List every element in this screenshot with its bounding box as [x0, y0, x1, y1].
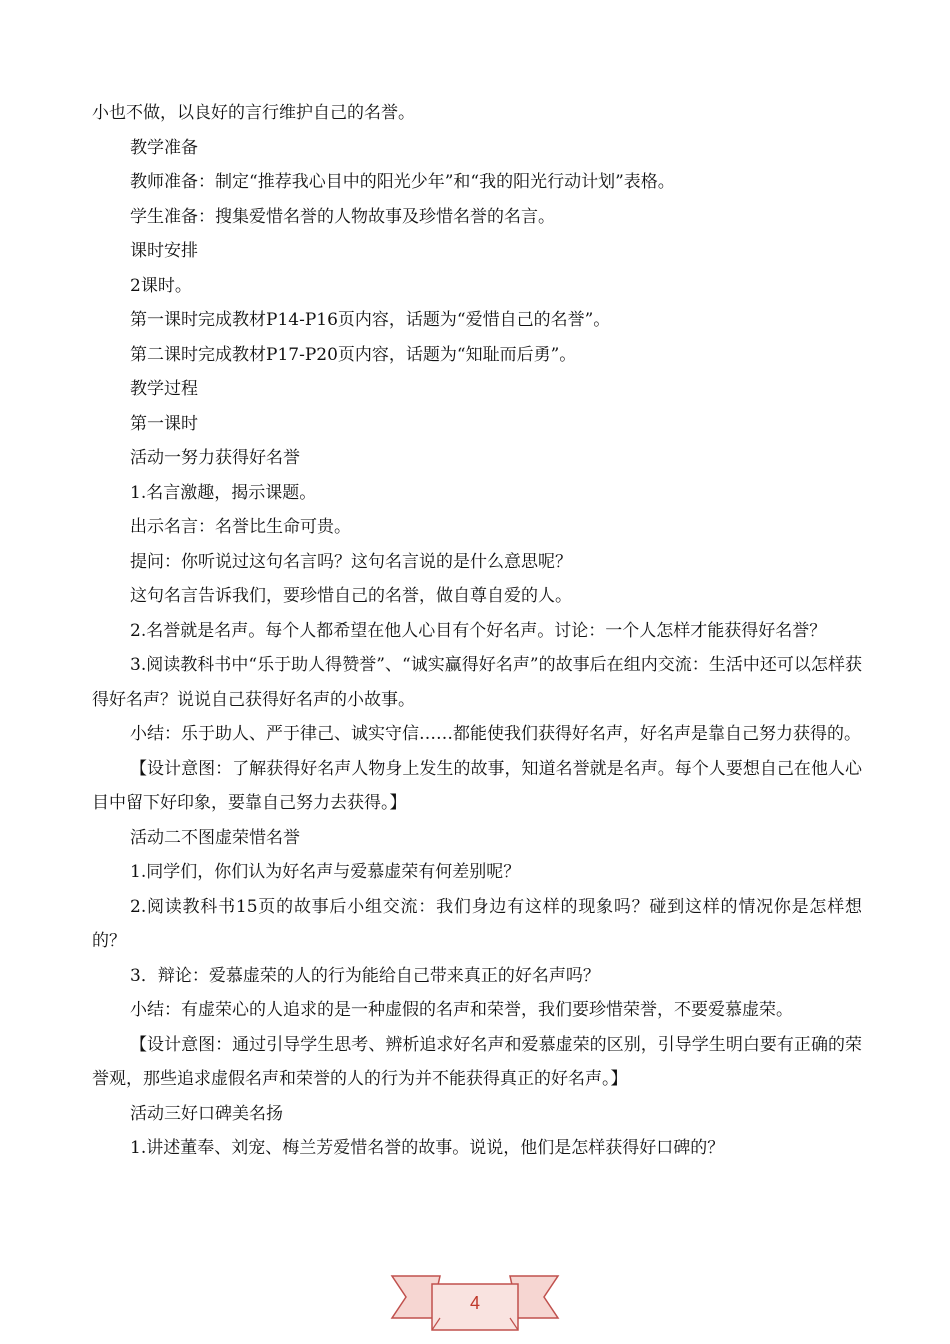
paragraph: 1.讲述董奉、刘宠、梅兰芳爱惜名誉的故事。说说，他们是怎样获得好口碑的？	[130, 1138, 725, 1158]
document-body	[92, 96, 862, 1166]
paragraph: 小结：乐于助人、严于律己、诚实守信……都能使我们获得好名声，好名声是靠自己努力获得的。	[130, 724, 861, 744]
paragraph: 活动三好口碑美名扬	[130, 1103, 283, 1124]
paragraph: 【设计意图：通过引导学生思考、辨析追求好名声和爱慕虚荣的区别，引导学生明白要有正确的荣誉观，那些追求虚假名声和荣誉的人的行为并不能获得真正的好名声。】	[92, 1034, 862, 1089]
paragraph: 第一课时完成教材P14-P16页内容，话题为“爱惜自己的名誉”。	[130, 310, 611, 330]
paragraph: 小结：有虚荣心的人追求的是一种虚假的名声和荣誉，我们要珍惜荣誉，不要爱慕虚荣。	[130, 1000, 793, 1020]
paragraph: 学生准备：搜集爱惜名誉的人物故事及珍惜名誉的名言。	[130, 206, 555, 227]
paragraph: 3.阅读教科书中“乐于助人得赞誉”、“诚实赢得好名声”的故事后在组内交流：生活中还可以怎样获得好名声？说说自己获得好名声的小故事。	[92, 655, 862, 710]
paragraph: 教师准备：制定“推荐我心目中的阳光少年”和“我的阳光行动计划”表格。	[130, 172, 675, 192]
paragraph: 提问：你听说过这句名言吗？这句名言说的是什么意思呢？	[130, 551, 572, 572]
paragraph: 第二课时完成教材P17-P20页内容，话题为“知耻而后勇”。	[130, 344, 577, 365]
paragraph: 2课时。	[130, 275, 192, 296]
paragraph: 1.同学们，你们认为好名声与爱慕虚荣有何差别呢？	[130, 862, 521, 882]
page-number: 4	[469, 1293, 480, 1313]
paragraph: 教学准备	[130, 137, 198, 158]
paragraph: 教学过程	[130, 379, 198, 399]
paragraph: 活动二不图虚荣惜名誉	[130, 827, 300, 848]
paragraph: 小也不做，以良好的言行维护自己的名誉。	[92, 103, 415, 123]
paragraph: 【设计意图：了解获得好名声人物身上发生的故事，知道名誉就是名声。每个人要想自己在他人心目中留下好印象，要靠自己努力去获得。】	[92, 758, 862, 813]
paragraph: 课时安排	[130, 241, 198, 261]
paragraph: 1.名言激趣，揭示课题。	[130, 482, 317, 503]
paragraph: 3．辩论：爱慕虚荣的人的行为能给自己带来真正的好名声吗？	[130, 965, 600, 986]
paragraph: 出示名言：名誉比生命可贵。	[130, 517, 351, 537]
paragraph: 第一课时	[130, 413, 198, 434]
paragraph: 2.名誉就是名声。每个人都希望在他人心目有个好名声。讨论：一个人怎样才能获得好名誉？	[130, 620, 827, 641]
paragraph: 活动一努力获得好名誉	[130, 448, 300, 468]
paragraph: 这句名言告诉我们，要珍惜自己的名誉，做自尊自爱的人。	[130, 586, 572, 606]
paragraph: 2.阅读教科书15页的故事后小组交流：我们身边有这样的现象吗？碰到这样的情况你是怎样想的？	[92, 896, 862, 951]
